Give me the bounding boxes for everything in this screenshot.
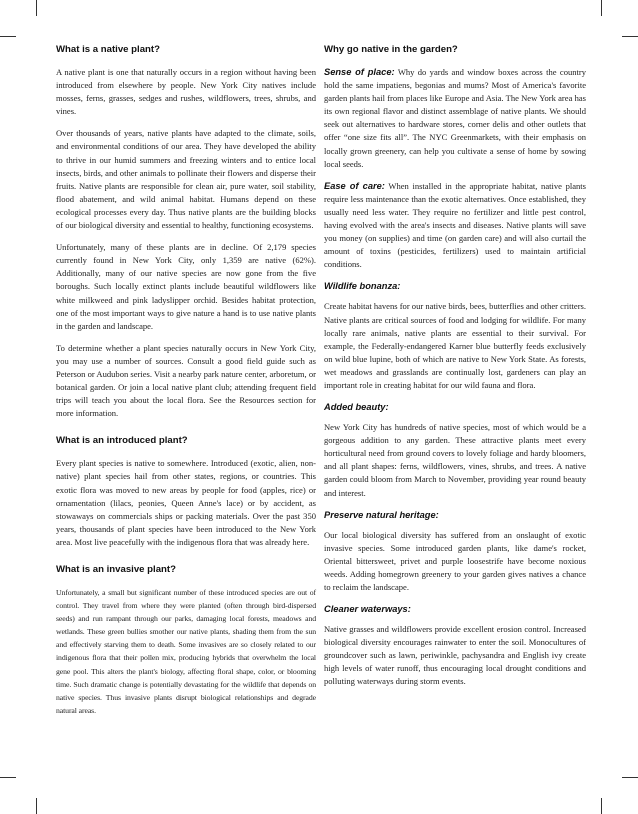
section-title: What is an invasive plant?: [56, 564, 176, 575]
section-title: What is a native plant?: [56, 44, 160, 55]
crop-mark: [622, 36, 638, 37]
crop-mark: [36, 0, 37, 16]
benefit-ease-of-care: [324, 180, 586, 272]
benefit-text: When installed in the appropriate habitat, native plants require less maintenance than the exotic alternatives. Once established, they usually need less water. They require no fertilizer and little pest control, having evolved with the area's insects and diseases. Native plants will save you money (on supplies) and time (on garden care) and will also curtail the amount of toxins (pesticides, fertilizers) used to maintain artificial conditions.: [324, 180, 586, 270]
benefit-sense-of-place: [324, 66, 586, 171]
paragraph: Unfortunately, many of these plants are in decline. Of 2,179 species currently found in New York City, only 1,359 are native (62%). Additionally, many of our native species are now gone from the five boroughs. Such locally extinct plants include beautiful wildflowers like white milkweed and pink ladyslipper orchid. Besides habitat protection, one of the most important ways to give nature a hand is to use native plants in the garden and landscape.: [56, 242, 316, 331]
benefit-natural-heritage: [324, 509, 586, 594]
benefit-wildlife-bonanza: [324, 280, 586, 392]
section-introduced-plant: [56, 435, 316, 549]
paragraph: To determine whether a plant species naturally occurs in New York City, you may use a number of sources. Consult a good field guide such as Peterson or Audubon series. Visit a nearby park nature center, arboretum, or botanical garden. Or join a local native plant club; attending frequent field trips will teach you about the local flora. See the Resources section for more information.: [56, 342, 316, 419]
section-native-plant: [56, 44, 316, 420]
crop-mark: [601, 0, 602, 16]
paragraph: Over thousands of years, native plants have adapted to the climate, soils, and environmental conditions of our area. They have developed the ability to thrive in our humid summers and freezing winters and to entice local insects, birds, and other animals to pollinate their flowers and disperse their fruits. Native plants are responsible for clean air, pure water, soil stability, flood abatement, and wild animal habitat. Humans depend on these ecological processes every day. Thus native plants are the building blocks of our biological diversity and essential to healthy, functioning ecosystems.: [56, 128, 316, 231]
section-title: What is an introduced plant?: [56, 435, 188, 447]
benefit-added-beauty: [324, 401, 586, 500]
crop-mark: [0, 777, 16, 778]
benefit-heading: Added beauty:: [324, 402, 389, 413]
benefit-text: Our local biological diversity has suffered from an onslaught of exotic invasive species. Some introduced garden plants, like dame's rocket, Oriental bittersweet, privet and purple loosestrife have become noxious weeds. Adding homegrown greenery to your garden gives natives a chance to reclaim the landscape.: [324, 529, 586, 592]
benefit-text: Native grasses and wildflowers provide excellent erosion control. Increased biological diversity encourages rainwater to enter the soil. Monocultures of groundcover such as lawn, periwinkle, pachysandra and English ivy create high levels of water runoff, thus encouraging local drought conditions and polluting waterways during storm events.: [324, 624, 586, 687]
paragraph: Every plant species is native to somewhere. Introduced (exotic, alien, non-native) plant species hail from other states, regions, or countries. This exotic flora was moved to new areas by people for food (apples, rice) or ornamentation (lilacs, peonies, Queen Anne's lace) or by accident, as stowaways on commercials ships or packing materials. Over the past 350 years, thousands of plant species have been introduced to the New York area. Most live peacefully with the indigenous flora that was already here.: [56, 458, 316, 547]
left-column: [56, 44, 316, 726]
paragraph: Unfortunately, a small but significant number of these introduced species are out of control. They travel from where they were planted (often through bird-dispersed seeds) and run rampant through our parks, damaging local forests, meadows and wetlands. These green bullies smother our native plants, shading them from the sun and effectively starving them to death. Some invasives are so closely related to our indigenous flora that their pollen mix, producing hybrids that overwhelm the local gene pool. This alters the plant's biology, affecting floral shape, color, or blooming time. Such dramatic change is potentially devastating for the wildlife that depends on native species. Thus invasive plants disrupt biological relationships and degrade natural areas.: [56, 588, 316, 715]
section-invasive-plant: [56, 564, 316, 717]
paragraph: A native plant is one that naturally occurs in a region without having been introduced from elsewhere by people. New York City natives include mosses, ferns, grasses, sedges and rushes, wildflowers, trees, shrubs, and vines.: [56, 67, 316, 117]
benefit-heading: Ease of care:: [324, 180, 385, 191]
section-title: Why go native in the garden?: [324, 44, 458, 55]
benefit-heading: Cleaner waterways:: [324, 604, 411, 615]
benefit-heading: Wildlife bonanza:: [324, 281, 401, 292]
benefit-cleaner-waterways: [324, 603, 586, 688]
crop-mark: [622, 777, 638, 778]
benefit-text: New York City has hundreds of native species, most of which would be a gorgeous addition to any garden. These attractive plants meet every horticultural need from ground covers to lovely foliage and hardy bloomers, and all plant shapes: ferns, wildflowers, vines, shrubs, and trees. A native garden could bloom from March to November, providing year round beauty and interest.: [324, 422, 586, 498]
right-column: [324, 44, 586, 698]
benefit-text: Why do yards and window boxes across the country hold the same impatiens, begonias and mums? Most of America's favorite garden plants hail from places like Europe and Asia. The New York area has its own regional flavor and distinct assemblage of native plants. We should seek out alternatives to hardware stores, corner delis and other outlets that offer “one size fits all”. The NYC Greenmarkets, with their emphasis on locally grown greenery, can help you cultivate a sense of home by sowing local seeds.: [324, 67, 587, 169]
benefit-heading: Preserve natural heritage:: [324, 509, 439, 520]
crop-mark: [0, 36, 16, 37]
benefit-heading: Sense of place:: [324, 67, 395, 77]
crop-mark: [36, 798, 37, 814]
crop-mark: [601, 798, 602, 814]
benefit-text: Create habitat havens for our native birds, bees, butterflies and other critters. Native plants are critical sources of food and lodging for wildlife. For many locally rare animals, native plants are essential to their survival. For example, the Federally-endangered Karner blue butterfly feeds exclusively on wild blue lupine, both of which are native to New York State. As forests, wet meadows and grasslands are continually lost, gardeners can play an important role in creating habitat for our wild fauna and flora.: [324, 301, 587, 390]
